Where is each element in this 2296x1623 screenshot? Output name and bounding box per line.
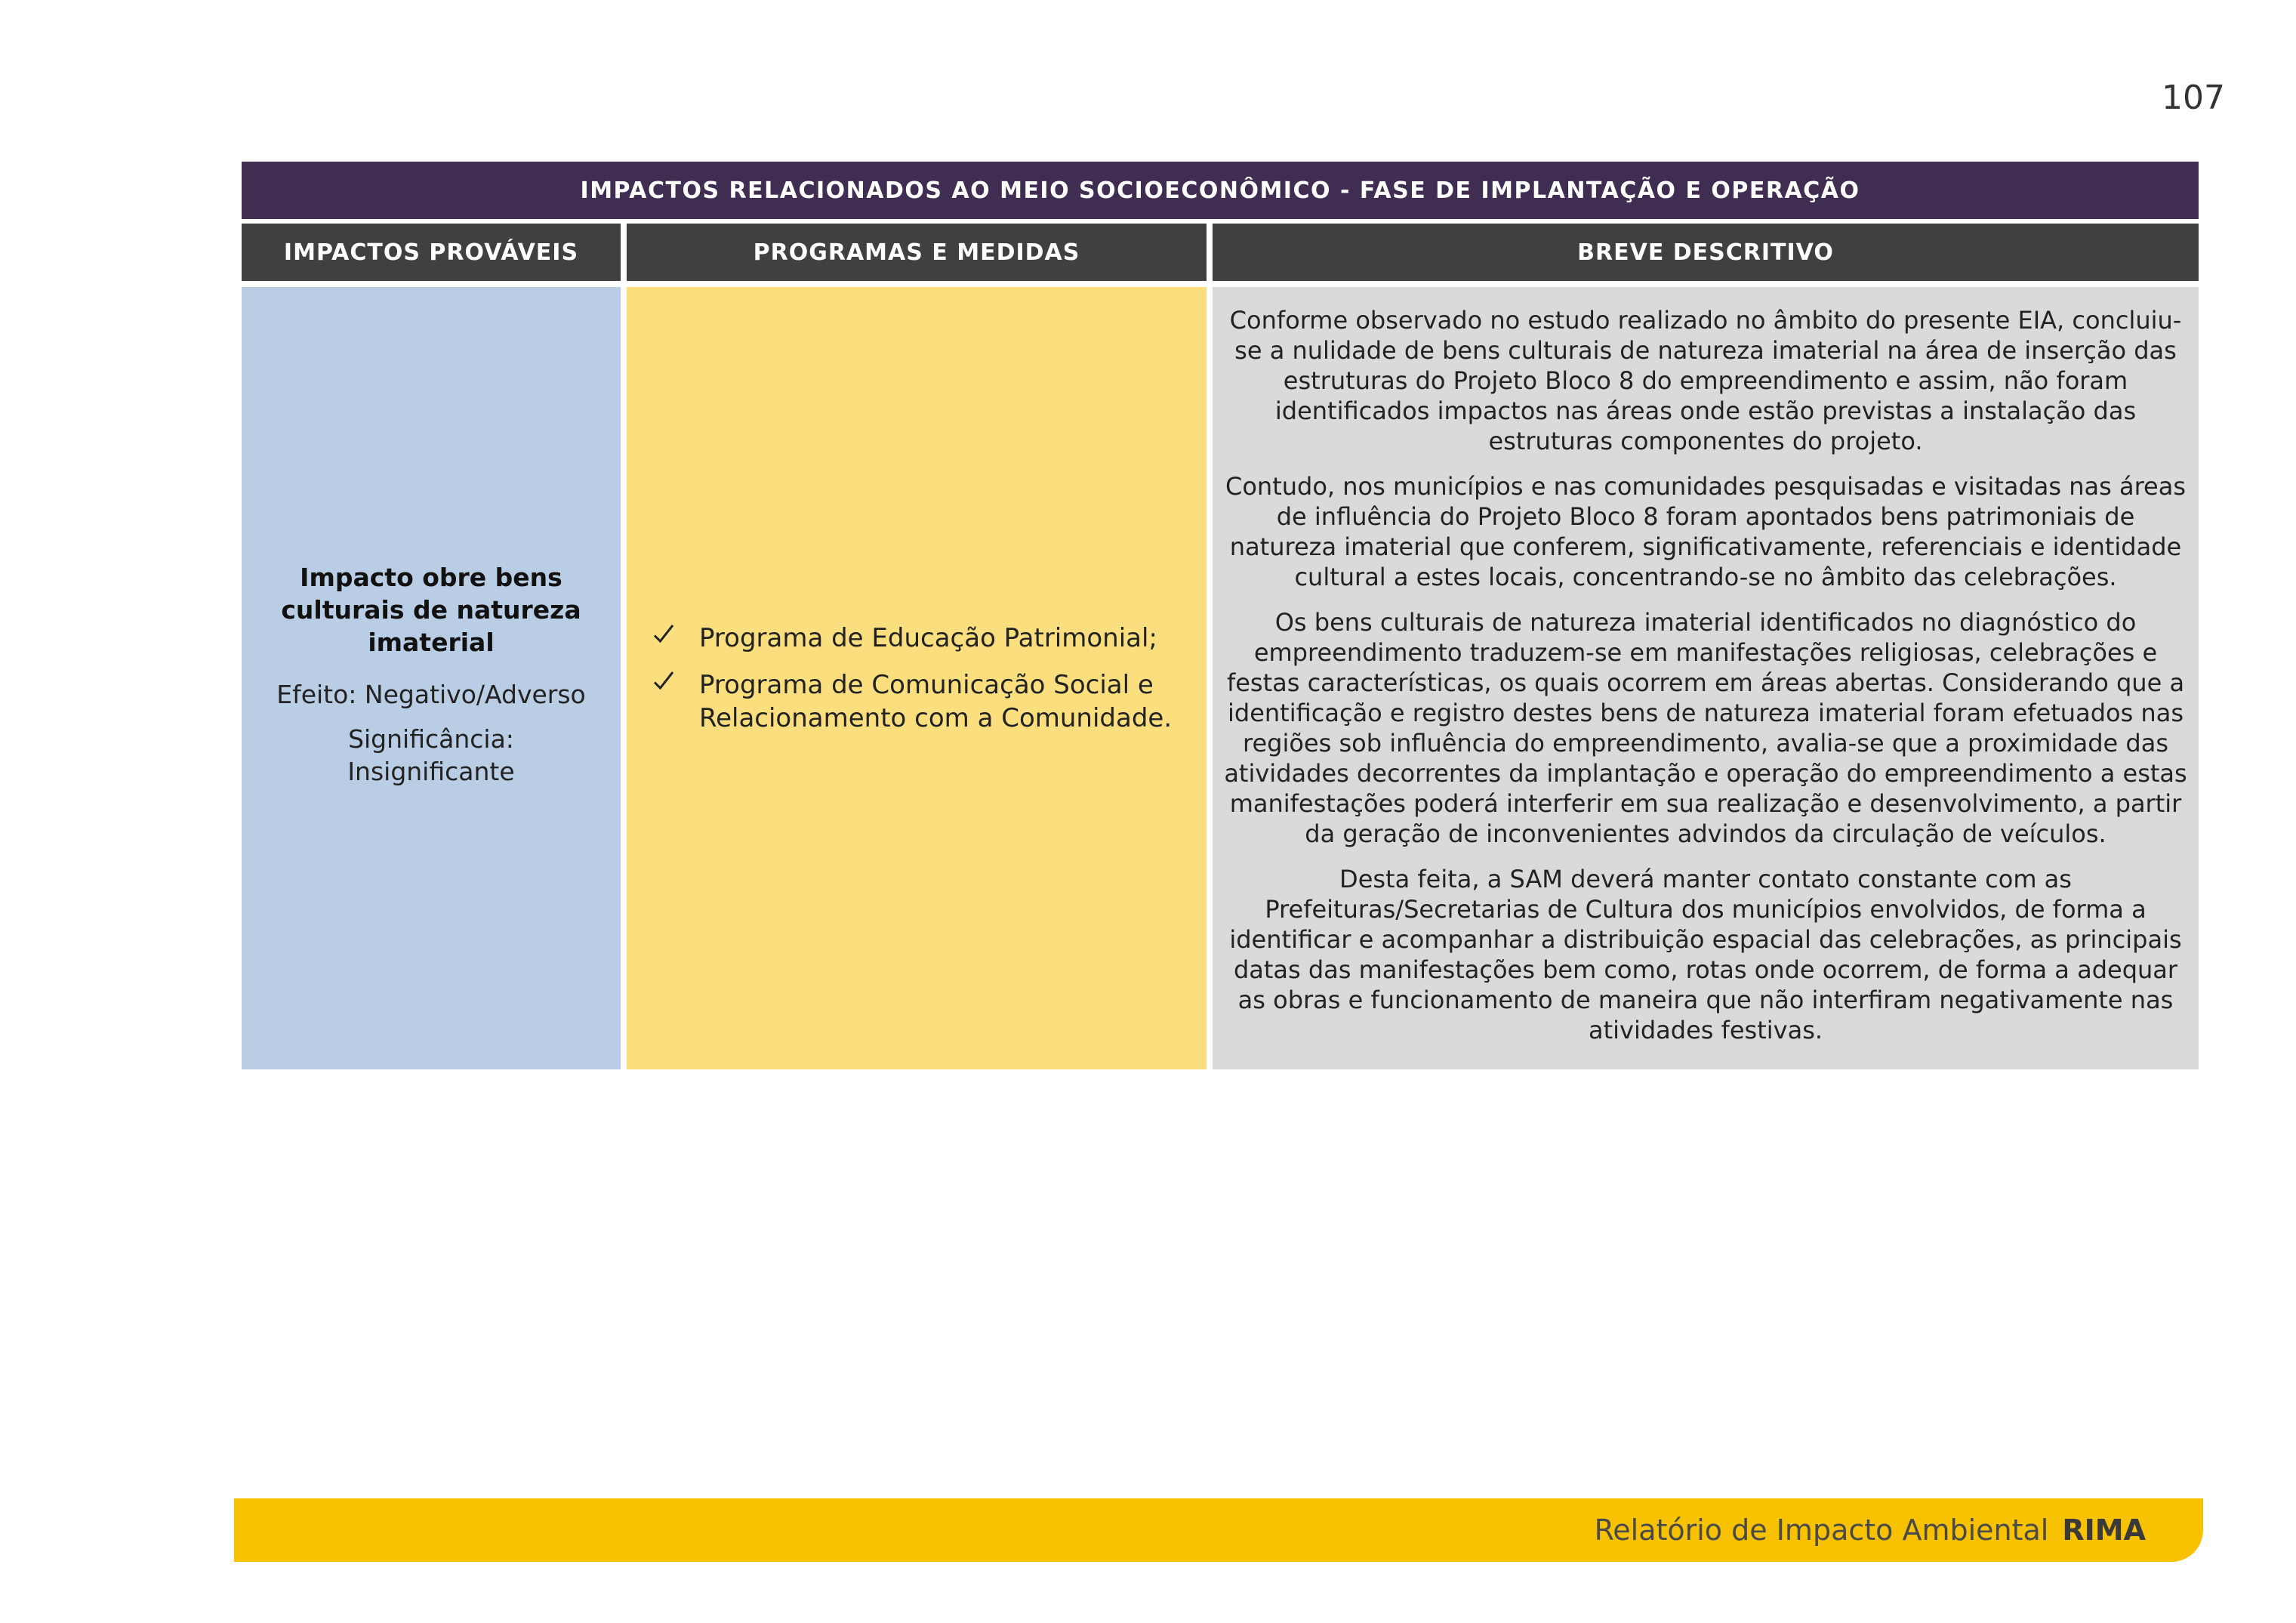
footer-bar — [234, 1498, 2203, 1562]
table-title: IMPACTOS RELACIONADOS AO MEIO SOCIOECONÔMICO - FASE DE IMPLANTAÇÃO E OPERAÇÃO — [242, 162, 2199, 219]
program-label: Programa de Educação Patrimonial; — [699, 622, 1157, 653]
impacts-table — [242, 162, 2199, 1069]
table-header-row — [242, 224, 2199, 281]
program-label: Programa de Comunicação Social e Relacionamento com a Comunidade. — [699, 669, 1173, 734]
description-paragraph: Desta feita, a SAM deverá manter contato constante com as Prefeituras/Secretarias de Cultura dos municípios envolvidos, de forma a identificar e acompanhar a distribuição espacial das celebrações, as principais datas das manifestações bem como, rotas onde ocorrem, de forma a adequar as obras e funcionamento de maneira que não interfiram negativamente nas atividades festivas. — [1229, 865, 2182, 1044]
header-breve-descritivo: BREVE DESCRITIVO — [1213, 224, 2199, 281]
checkmark-icon — [652, 670, 675, 693]
footer-title: Relatório de Impacto Ambiental — [1594, 1513, 2049, 1547]
header-impactos-provaveis: IMPACTOS PROVÁVEIS — [242, 224, 621, 281]
checkmark-icon — [652, 623, 675, 646]
footer-rima-label: RIMA — [2062, 1513, 2146, 1547]
impact-significance: Significância: Insignificante — [347, 724, 515, 786]
program-item — [652, 668, 1176, 735]
table-body-row — [242, 287, 2199, 1069]
header-programas-medidas: PROGRAMAS E MEDIDAS — [627, 224, 1207, 281]
impact-title: Impacto obre bens culturais de natureza imaterial — [281, 563, 581, 658]
description-cell — [1213, 287, 2199, 1069]
program-item — [652, 622, 1176, 655]
programs-cell — [627, 287, 1207, 1069]
page-number: 107 — [2162, 79, 2225, 117]
impact-cell — [242, 287, 621, 1069]
impact-effect: Efeito: Negativo/Adverso — [276, 680, 586, 709]
description-paragraph: Os bens culturais de natureza imaterial identificados no diagnóstico do empreendimento traduzem-se em manifestações religiosas, celebrações e festas características, os quais ocorrem em áreas abertas. Considerando que a identificação e registro destes bens de natureza imaterial foram efetuados nas regiões sob influência do empreendimento, avalia-se que a proximidade das atividades decorrentes da implantação e operação do empreendimento a estas manifestações poderá interferir em sua realização e desenvolvimento, a partir da geração de inconvenientes advindos da circulação de veículos. — [1224, 608, 2187, 848]
description-paragraph: Conforme observado no estudo realizado no âmbito do presente EIA, concluiu-se a nulidade de bens culturais de natureza imaterial na área de inserção das estruturas do Projeto Bloco 8 do empreendimento e assim, não foram identificados impactos nas áreas onde estão previstas a instalação das estruturas componentes do projeto. — [1229, 306, 2182, 455]
description-paragraph: Contudo, nos municípios e nas comunidades pesquisadas e visitadas nas áreas de influência do Projeto Bloco 8 foram apontados bens patrimoniais de natureza imaterial que conferem, significativamente, referenciais e identidade cultural a estes locais, concentrando-se no âmbito das celebrações. — [1225, 472, 2186, 591]
